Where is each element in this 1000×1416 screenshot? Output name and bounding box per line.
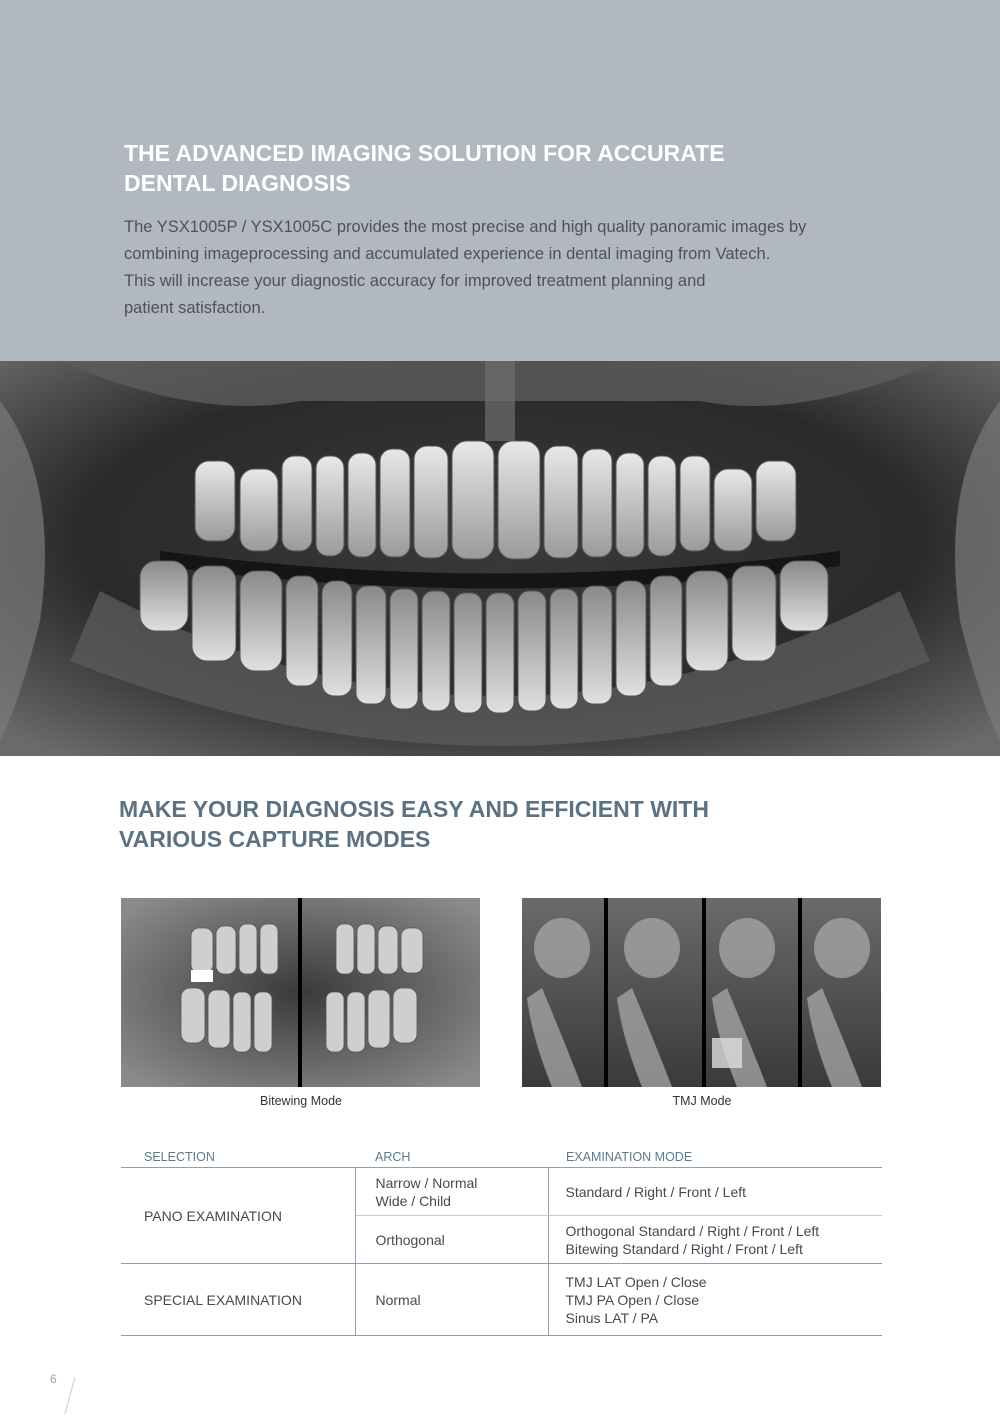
cell-text: SPECIAL EXAMINATION <box>144 1291 302 1308</box>
mode-cell <box>548 1216 882 1264</box>
panoramic-xray-image <box>0 361 1000 756</box>
hero-body-line: This will increase your diagnostic accuracy for improved treatment planning and <box>124 272 706 290</box>
arch-cell <box>355 1264 548 1336</box>
cell-text: Sinus LAT / PA <box>565 1309 659 1326</box>
table-row <box>121 1264 882 1336</box>
hero-title <box>124 138 824 198</box>
section-title-line: MAKE YOUR DIAGNOSIS EASY AND EFFICIENT WITH <box>119 796 709 822</box>
section-title-line: VARIOUS CAPTURE MODES <box>119 826 431 852</box>
header-selection: SELECTION <box>121 1148 355 1168</box>
bitewing-mode-caption: Bitewing Mode <box>260 1094 342 1108</box>
page-number: 6 <box>50 1372 57 1386</box>
tmj-mode-caption: TMJ Mode <box>672 1094 732 1108</box>
cell-text: TMJ PA Open / Close <box>565 1291 700 1308</box>
table-row <box>121 1168 882 1216</box>
hero-body-line: The YSX1005P / YSX1005C provides the most precise and high quality panoramic images by <box>124 218 807 236</box>
hero-body-line: combining imageprocessing and accumulated experience in dental imaging from Vatech. <box>124 245 771 263</box>
hero-banner <box>0 0 1000 361</box>
special-selection-cell <box>121 1264 355 1336</box>
hero-body-line: patient satisfaction. <box>124 299 266 317</box>
cell-text: Orthogonal <box>375 1231 445 1248</box>
header-arch: ARCH <box>355 1148 548 1168</box>
arch-cell <box>355 1216 548 1264</box>
cell-text: Standard / Right / Front / Left <box>565 1183 747 1200</box>
bitewing-mode-image <box>121 898 481 1087</box>
mode-cell <box>548 1168 882 1216</box>
cell-text: Orthogonal Standard / Right / Front / Left <box>565 1222 820 1239</box>
cell-text: PANO EXAMINATION <box>144 1207 282 1224</box>
cell-text: Bitewing Standard / Right / Front / Left <box>565 1240 803 1257</box>
mode-cell <box>548 1264 882 1336</box>
examination-modes-table <box>121 1148 882 1336</box>
header-examination-mode: EXAMINATION MODE <box>548 1148 882 1168</box>
cell-text: Normal <box>375 1291 421 1308</box>
tmj-mode-image <box>522 898 882 1087</box>
hero-title-line: THE ADVANCED IMAGING SOLUTION FOR ACCURATE <box>124 140 725 166</box>
hero-body <box>124 214 864 322</box>
section-title <box>119 794 819 854</box>
cell-text: TMJ LAT Open / Close <box>565 1273 707 1290</box>
table-header-row <box>121 1148 882 1168</box>
pano-selection-cell <box>121 1168 355 1264</box>
hero-title-line: DENTAL DIAGNOSIS <box>124 170 351 196</box>
arch-cell <box>355 1168 548 1216</box>
cell-text: Narrow / Normal <box>375 1174 478 1191</box>
cell-text: Wide / Child <box>375 1192 451 1209</box>
page-divider-slash <box>62 1376 78 1416</box>
